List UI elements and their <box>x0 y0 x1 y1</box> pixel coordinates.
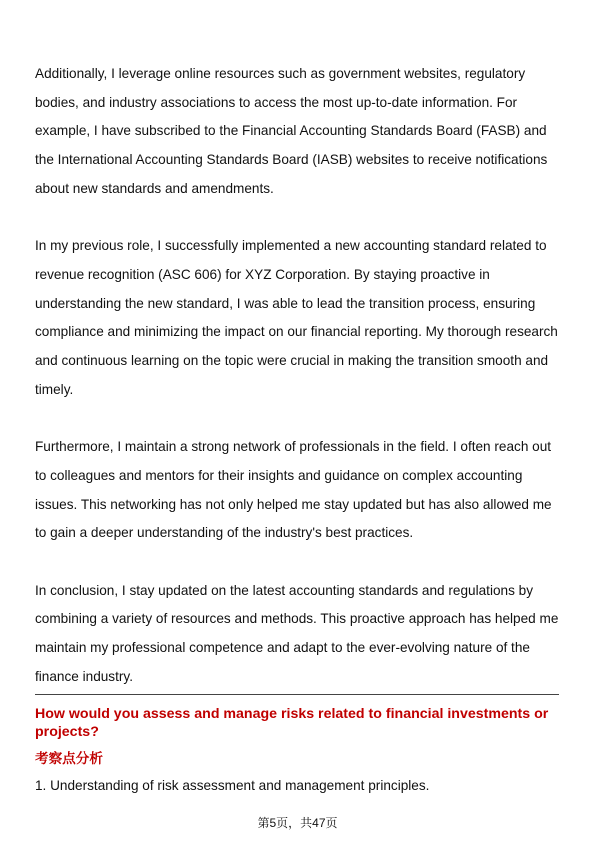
paragraph-conclusion: In conclusion, I stay updated on the latest accounting standards and regulations by combining a variety of resources and methods. This proactive approach has helped me maintain my professional competence and adapt to the ever-evolving nature of the finance industry. <box>35 582 559 684</box>
analysis-point: 1. Understanding of risk assessment and management principles. <box>35 778 430 794</box>
page-number-footer: 第5页，共47页 <box>257 816 338 830</box>
paragraph-networking: Furthermore, I maintain a strong network of professionals in the field. I often reach out to colleagues and mentors for their insights and guidance on complex accounting issues. This networking has not only helped me stay updated but has also allowed me to gain a deeper understanding of the industry's best practices. <box>35 439 552 541</box>
question-heading: How would you assess and manage risks related to financial investments or projects? <box>35 706 549 741</box>
paragraph-online-resources: Additionally, I leverage online resources such as government websites, regulatory bodies, and industry associations to access the most up-to-date information. For example, I have subscribed to the Financial Accounting Standards Board (FASB) and the International Accounting Standards Board (IASB) websites to receive notifications about new standards and amendments. <box>35 66 548 196</box>
section-divider <box>35 694 559 695</box>
analysis-label: 考察点分析 <box>35 751 103 767</box>
document-body <box>35 60 565 797</box>
paragraph-previous-role: In my previous role, I successfully implemented a new accounting standard related to revenue recognition (ASC 606) for XYZ Corporation. By staying proactive in understanding the new standard, I was able to lead the transition process, ensuring compliance and minimizing the impact on our financial reporting. My thorough research and continuous learning on the topic were crucial in making the transition smooth and timely. <box>35 238 558 397</box>
